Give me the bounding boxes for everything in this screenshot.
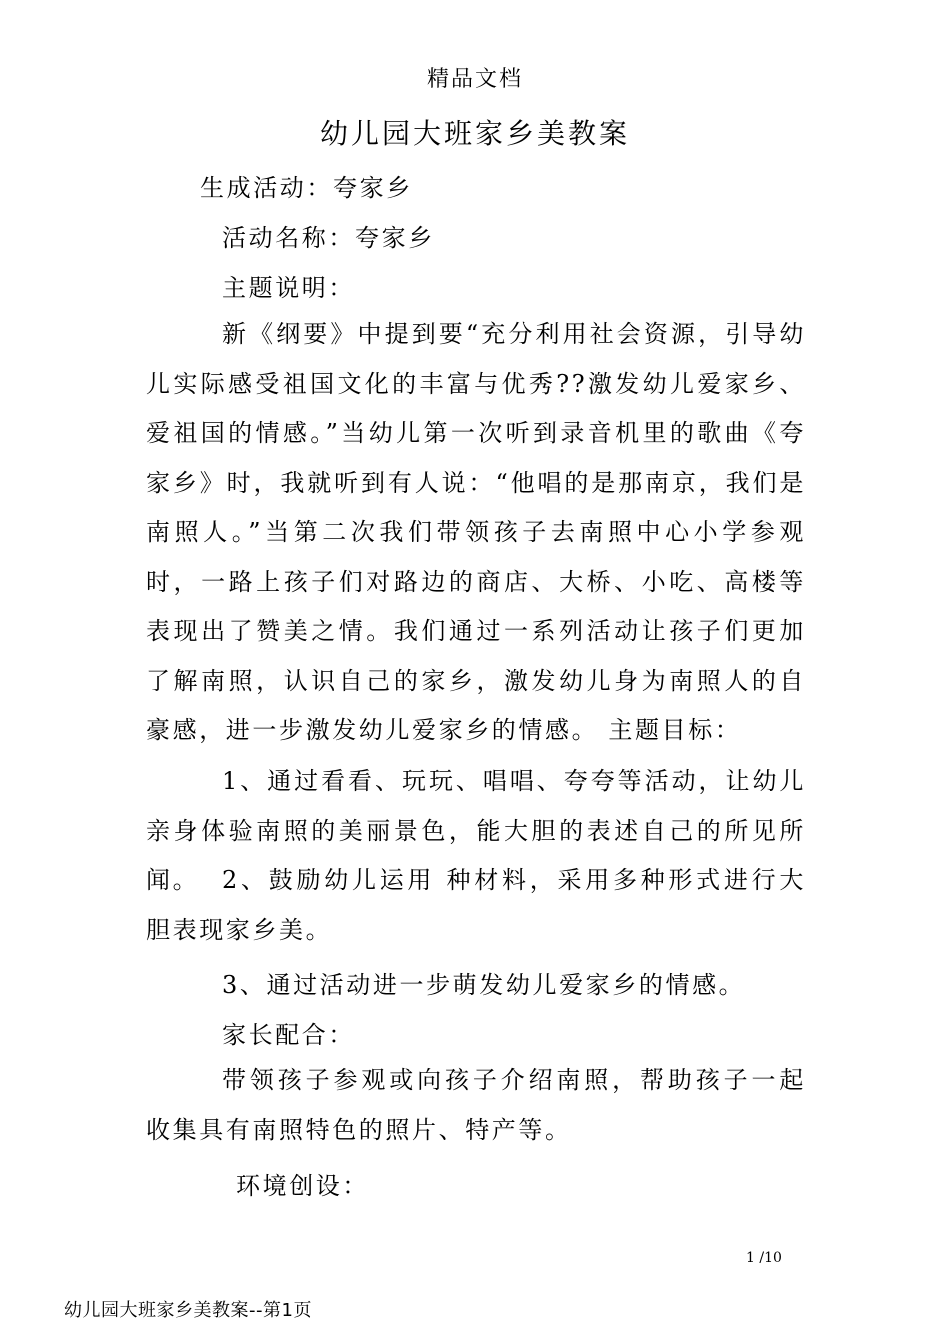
theme-description-paragraph: 新《纲要》中提到要“充分利用社会资源，引导幼儿实际感受祖国文化的丰富与优秀??激发幼儿爱家乡、爱祖国的情感。”当幼儿第一次听到录音机里的歌曲《夸家乡》时，我就听到有人说：“他唱的是那南京，我们是南照人。”当第二次我们带领孩子去南照中心小学参观时，一路上孩子们对路边的商店、大桥、小吃、高楼等表现出了赞美之情。我们通过一系列活动让孩子们更加了解南照，认识自己的家乡，激发幼儿身为南照人的自豪感，进一步激发幼儿爱家乡的情感。 主题目标：	[146, 320, 806, 744]
page-number: 1 /10	[746, 1250, 782, 1266]
section-generated-activity: 生成活动：夸家乡	[200, 174, 413, 202]
goal-item-2: 2、鼓励幼儿运用 种材料，采用多种形式进行大胆表现家乡美。	[146, 866, 806, 944]
goal-item-1: 1、通过看看、玩玩、唱唱、夸夸等活动，让幼儿亲身体验南照的美丽景色，能大胆的表述自己的所见所闻。	[146, 767, 806, 894]
parent-cooperation-heading: 家长配合：	[222, 1021, 355, 1049]
goal-item-3: 3、通过活动进一步萌发幼儿爱家乡的情感。	[222, 971, 746, 999]
activity-name: 活动名称：夸家乡	[222, 224, 435, 252]
theme-description-heading: 主题说明：	[222, 274, 355, 302]
document-header: 精品文档	[426, 67, 523, 92]
page-footer: 幼儿园大班家乡美教案--第1页	[64, 1300, 312, 1321]
parent-cooperation-paragraph: 带领孩子参观或向孩子介绍南照，帮助孩子一起收集具有南照特色的照片、特产等。	[146, 1066, 806, 1144]
environment-setup-heading: 环境创设：	[236, 1172, 369, 1200]
document-title: 幼儿园大班家乡美教案	[319, 117, 630, 150]
